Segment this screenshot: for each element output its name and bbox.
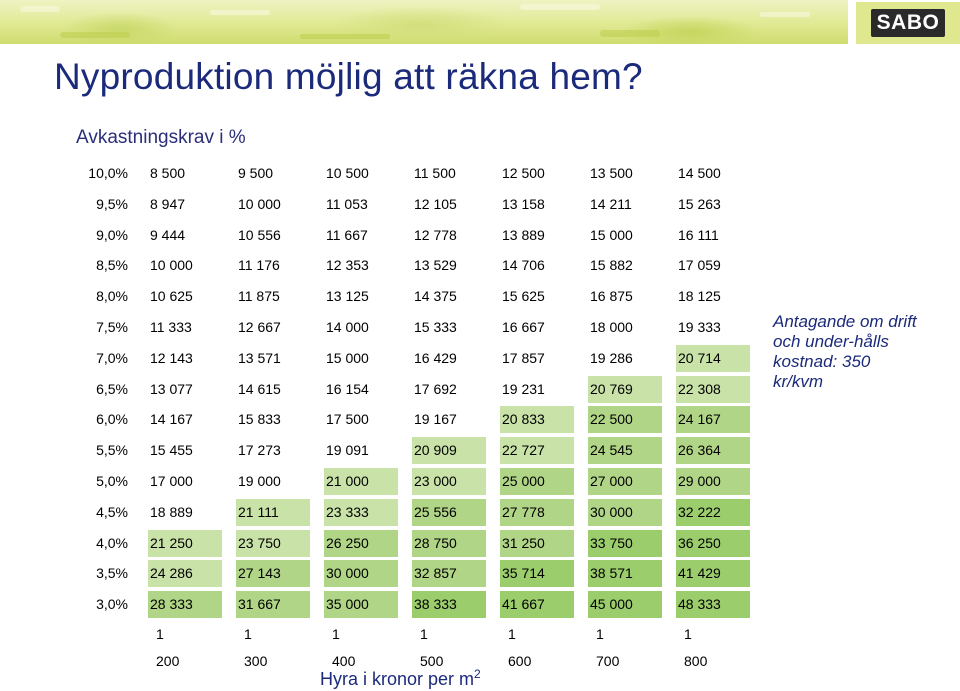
table-cell: 26 250 [324, 530, 398, 557]
table-cell: 19 091 [326, 442, 369, 459]
table-cell: 14 500 [678, 165, 721, 181]
table-cell: 19 333 [678, 319, 721, 335]
assumption-note: Antagande om drift och under-hålls kostnad: 350 kr/kvm [773, 312, 917, 391]
table-cell: 11 053 [326, 195, 368, 212]
row-label: 8,5% [96, 257, 128, 274]
row-label: 6,5% [96, 380, 128, 397]
table-cell: 19 286 [590, 349, 633, 366]
table-cell: 35 714 [500, 560, 574, 587]
table-cell: 21 111 [236, 499, 310, 526]
table-cell: 16 429 [414, 349, 457, 366]
table-cell: 23 000 [412, 468, 486, 495]
table-cell: 16 154 [326, 380, 369, 397]
table-cell: 15 263 [678, 195, 721, 212]
table-cell: 38 333 [412, 591, 486, 618]
row-label: 3,5% [96, 565, 128, 582]
table-cell: 17 692 [414, 380, 457, 397]
table-cell: 10 500 [326, 165, 369, 181]
table-cell: 23 333 [324, 499, 398, 526]
table-cell: 14 706 [502, 257, 545, 274]
table-cell: 15 333 [414, 319, 457, 335]
table-cell: 38 571 [588, 560, 662, 587]
table-cell: 25 556 [412, 499, 486, 526]
header-banner [0, 0, 848, 44]
table-cell: 15 882 [590, 257, 633, 274]
table-cell: 48 333 [676, 591, 750, 618]
table-cell: 16 667 [502, 319, 545, 335]
table-cell: 14 615 [238, 380, 281, 397]
table-cell: 30 000 [324, 560, 398, 587]
table-cell: 10 000 [150, 257, 193, 274]
table-cell: 8 947 [150, 195, 186, 212]
table-cell: 18 000 [590, 319, 633, 335]
table-cell: 23 750 [236, 530, 310, 557]
table-cell: 22 500 [588, 406, 662, 433]
row-label: 4,0% [96, 534, 128, 551]
column-label: 1 300 [244, 626, 268, 669]
brand-logo: SABO [871, 9, 946, 37]
row-label: 5,5% [96, 442, 128, 459]
table-cell: 14 375 [414, 288, 457, 305]
x-axis-title-superscript: 2 [474, 667, 481, 681]
table-cell: 15 000 [590, 226, 633, 243]
table-cell: 26 364 [676, 437, 750, 464]
table-cell: 8 500 [150, 165, 186, 181]
table-subtitle: Avkastningskrav i % [76, 127, 246, 148]
column-label: 1 800 [684, 626, 708, 669]
table-cell: 15 000 [326, 349, 369, 366]
table-cell: 13 571 [238, 349, 281, 366]
table-cell: 12 353 [326, 257, 369, 274]
table-cell: 10 000 [238, 195, 281, 212]
table-cell: 18 125 [678, 288, 721, 305]
table-cell: 15 625 [502, 288, 545, 305]
table-cell: 18 889 [150, 503, 193, 520]
table-cell: 33 750 [588, 530, 662, 557]
table-cell: 35 000 [324, 591, 398, 618]
table-cell: 20 833 [500, 406, 574, 433]
table-cell: 16 875 [590, 288, 633, 305]
table-cell: 15 455 [150, 442, 193, 459]
row-label: 9,5% [96, 195, 128, 212]
brand-logo-box [856, 2, 960, 44]
table-cell: 15 833 [238, 411, 281, 428]
decorative-pattern [0, 0, 848, 44]
row-label: 3,0% [96, 596, 128, 613]
table-cell: 13 500 [590, 165, 633, 181]
table-cell: 12 105 [414, 195, 457, 212]
table-cell: 21 250 [148, 530, 222, 557]
table-cell: 11 333 [150, 319, 192, 335]
row-label: 7,5% [96, 319, 128, 335]
column-label: 1 200 [156, 626, 180, 669]
table-cell: 13 889 [502, 226, 545, 243]
table-cell: 11 176 [238, 257, 280, 274]
table-cell: 16 111 [678, 226, 719, 243]
page-title: Nyproduktion möjlig att räkna hem? [54, 56, 643, 97]
table-cell: 13 077 [150, 380, 193, 397]
table-cell: 28 333 [148, 591, 222, 618]
table-cell: 10 625 [150, 288, 193, 305]
table-cell: 32 222 [676, 499, 750, 526]
table-cell: 12 778 [414, 226, 457, 243]
table-cell: 14 211 [590, 195, 632, 212]
table-cell: 20 909 [412, 437, 486, 464]
table-cell: 17 500 [326, 411, 369, 428]
table-cell: 41 429 [676, 560, 750, 587]
table-cell: 29 000 [676, 468, 750, 495]
table-cell: 30 000 [588, 499, 662, 526]
table-cell: 17 857 [502, 349, 545, 366]
table-cell: 31 250 [500, 530, 574, 557]
table-cell: 19 000 [238, 473, 281, 489]
row-label: 10,0% [88, 165, 128, 181]
table-cell: 20 769 [588, 376, 662, 403]
row-label: 6,0% [96, 411, 128, 428]
column-label: 1 500 [420, 626, 444, 669]
row-label: 8,0% [96, 288, 128, 305]
table-cell: 19 167 [414, 411, 457, 428]
table-cell: 10 556 [238, 226, 281, 243]
table-cell: 41 667 [500, 591, 574, 618]
table-cell: 27 000 [588, 468, 662, 495]
row-label: 5,0% [96, 473, 128, 489]
table-cell: 12 500 [502, 165, 545, 181]
table-cell: 45 000 [588, 591, 662, 618]
table-cell: 13 529 [414, 257, 457, 274]
table-cell: 13 158 [502, 195, 545, 212]
table-cell: 12 667 [238, 319, 281, 335]
x-axis-title [320, 667, 481, 690]
table-cell: 11 500 [414, 165, 456, 181]
table-cell: 36 250 [676, 530, 750, 557]
table-cell: 21 000 [324, 468, 398, 495]
table-cell: 25 000 [500, 468, 574, 495]
table-cell: 20 714 [676, 345, 750, 372]
row-label: 7,0% [96, 349, 128, 366]
row-label: 9,0% [96, 226, 128, 243]
table-cell: 19 231 [502, 380, 545, 397]
row-label: 4,5% [96, 503, 128, 520]
table-cell: 32 857 [412, 560, 486, 587]
table-cell: 11 875 [238, 288, 280, 305]
table-cell: 27 143 [236, 560, 310, 587]
table-cell: 9 444 [150, 226, 186, 243]
table-cell: 24 167 [676, 406, 750, 433]
table-cell: 28 750 [412, 530, 486, 557]
table-cell: 14 000 [326, 319, 369, 335]
table-cell: 17 273 [238, 442, 281, 459]
table-cell: 27 778 [500, 499, 574, 526]
table-cell: 17 000 [150, 473, 193, 489]
x-axis-title-text: Hyra i kronor per m [320, 669, 475, 689]
table-cell: 24 545 [588, 437, 662, 464]
table-cell: 12 143 [150, 349, 193, 366]
column-label: 1 700 [596, 626, 620, 669]
table-cell: 22 727 [500, 437, 574, 464]
table-cell: 22 308 [676, 376, 750, 403]
column-label: 1 400 [332, 626, 356, 669]
table-cell: 9 500 [238, 165, 274, 181]
table-cell: 11 667 [326, 226, 368, 243]
column-label: 1 600 [508, 626, 532, 669]
table-cell: 14 167 [150, 411, 193, 428]
table-cell: 31 667 [236, 591, 310, 618]
table-cell: 17 059 [678, 257, 721, 274]
table-cell: 13 125 [326, 288, 369, 305]
table-cell: 24 286 [148, 560, 222, 587]
